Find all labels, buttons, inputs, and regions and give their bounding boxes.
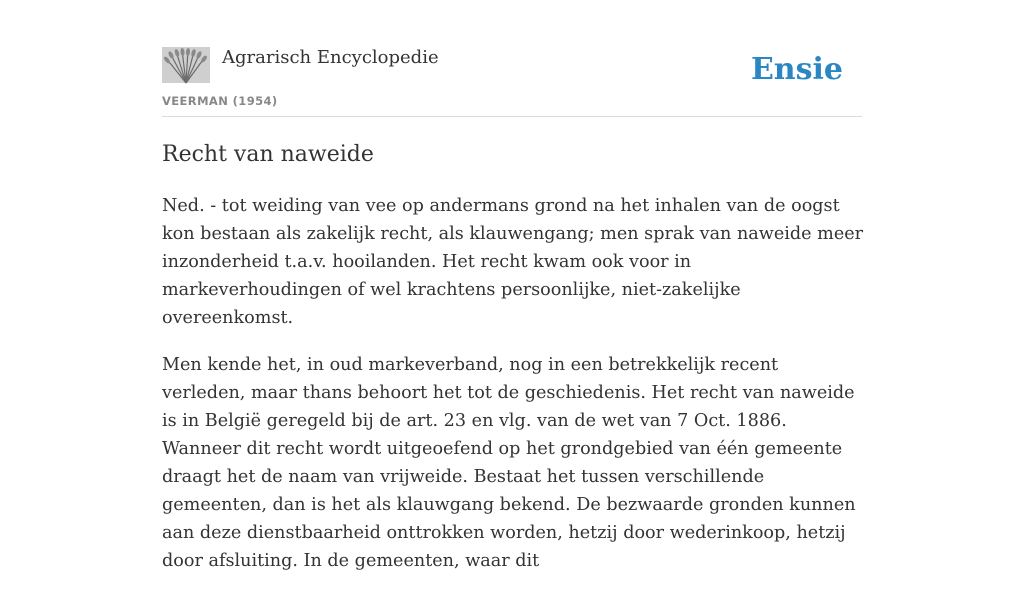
wheat-sheaf-icon[interactable] [162,47,210,83]
article-paragraph: Men kende het, in oud markeverband, nog in een betrekkelijk recent verleden, maar thans behoort het tot de geschiedenis. Het recht van naweide is in België geregeld bij de art. 23 en vlg. van de wet van 7 Oct. 1886. Wanneer dit recht wordt uitgeoefend op het grondgebied van één gemeente draagt het de naam van vrijweide. Bestaat het tussen verschillende gemeenten, dan is het als klauwgang bekend. De bezwaarde gronden kunnen aan deze dienstbaarheid onttrokken worden, hetzij door wederinkoop, hetzij door afsluiting. In de gemeenten, waar dit [162,355,856,571]
article-title: Recht van naweide [162,142,374,167]
article-paragraph: Ned. - tot weiding van vee op andermans grond na het inhalen van de oogst kon bestaan als zakelijk recht, als klauwengang; men sprak van naweide meer inzonderheid t.a.v. hooilanden. Het recht kwam ook voor in markeverhoudingen of wel krachtens persoonlijke, niet-zakelijke overeenkomst. [162,196,864,328]
book-title-link[interactable]: Agrarisch Encyclopedie [222,47,439,68]
author-label: VEERMAN (1954) [162,94,278,108]
book-header [162,46,862,117]
article-body [162,192,864,594]
ensie-logo[interactable]: Ensie [750,52,843,87]
